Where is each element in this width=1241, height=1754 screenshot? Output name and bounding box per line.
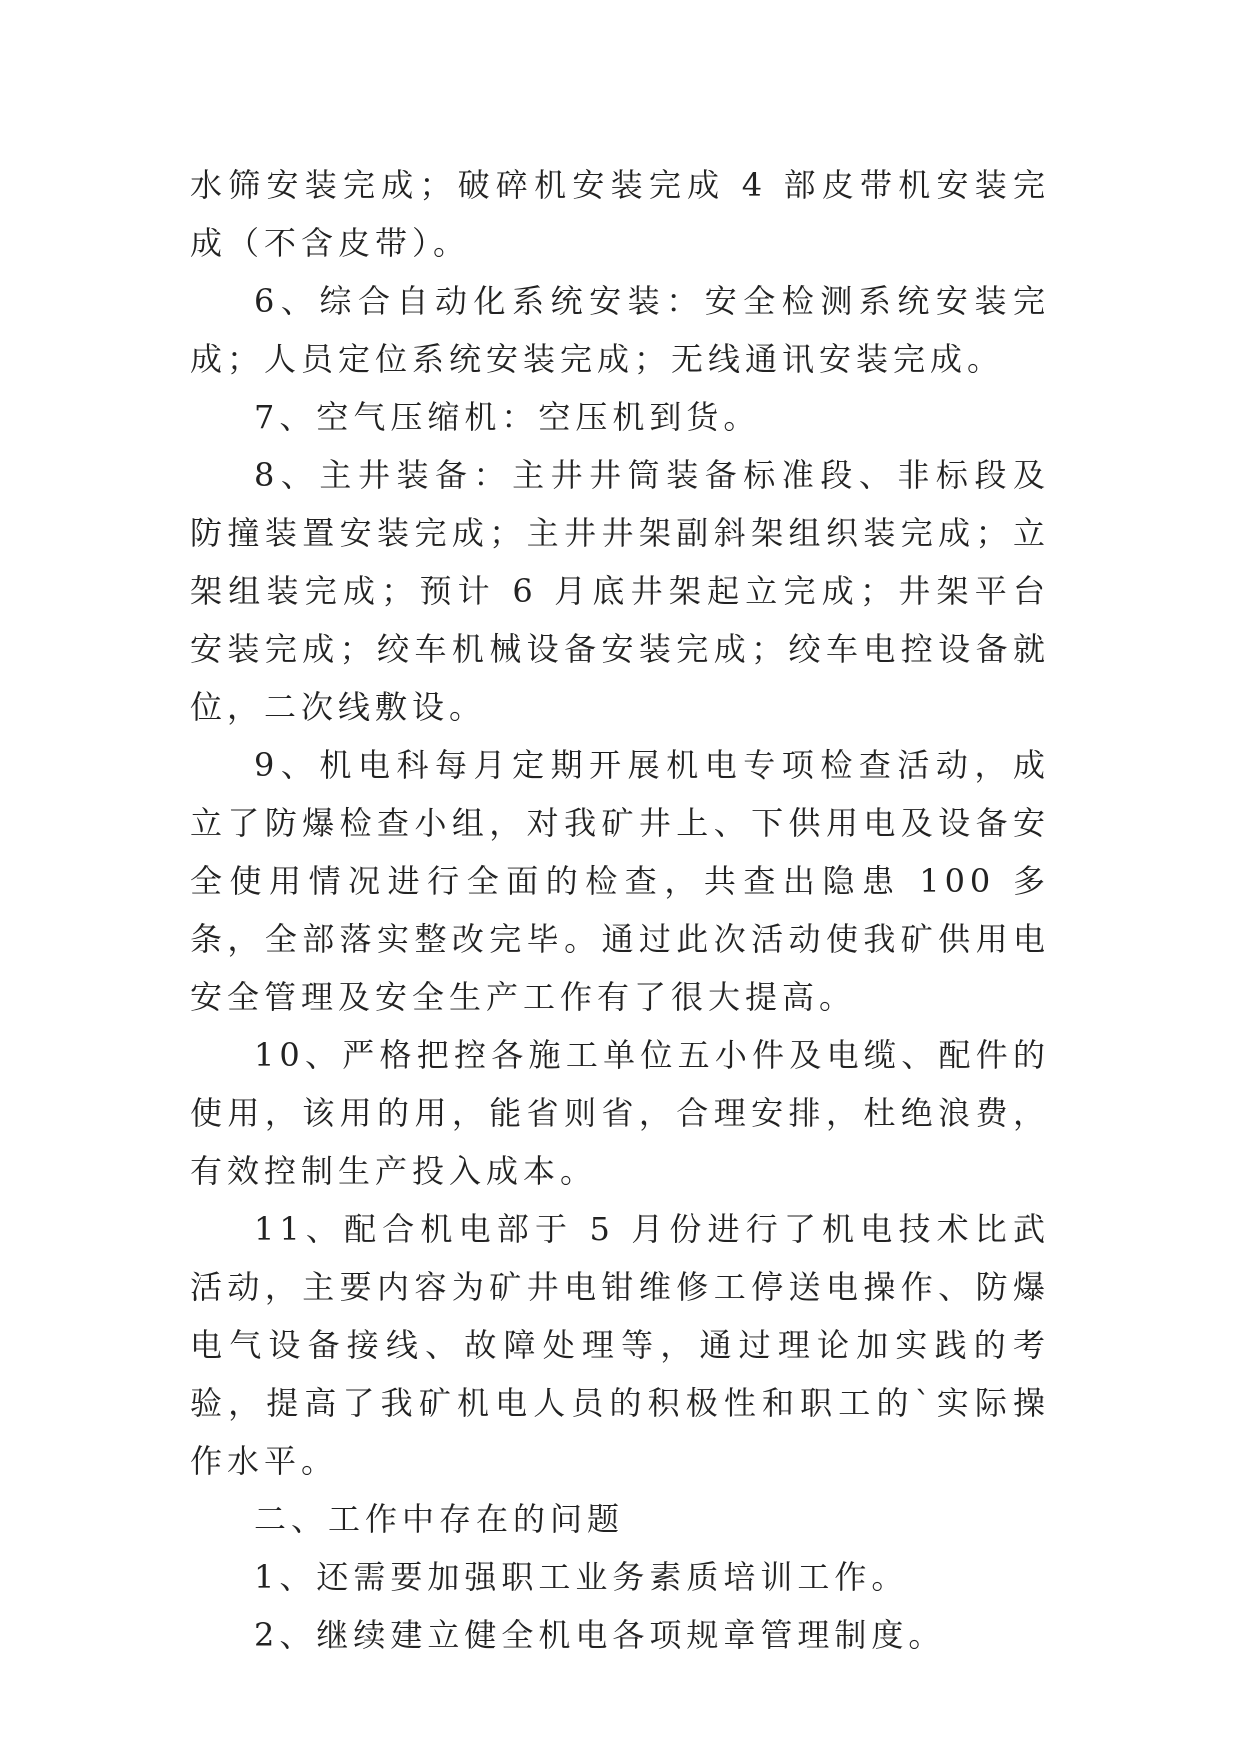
section-heading-problems: 二、工作中存在的问题 <box>254 1500 625 1538</box>
paragraph-item-7: 7、空气压缩机：空压机到货。 <box>254 398 761 436</box>
paragraph-1: 水筛安装完成；破碎机安装完成 4 部皮带机安装完成（不含皮带）。 <box>190 166 1050 262</box>
problem-item-1: 1、还需要加强职工业务素质培训工作。 <box>254 1558 909 1596</box>
paragraph-item-11: 11、配合机电部于 5 月份进行了机电技术比武活动，主要内容为矿井电钳维修工停送电操作、防爆电气设备接线、故障处理等，通过理论加实践的考验，提高了我矿机电人员的积极性和职工的`实际操作水平。 <box>190 1210 1050 1480</box>
paragraph-item-10: 10、严格把控各施工单位五小件及电缆、配件的使用，该用的用，能省则省，合理安排，杜绝浪费，有效控制生产投入成本。 <box>190 1036 1050 1190</box>
paragraph-item-9: 9、机电科每月定期开展机电专项检查活动，成立了防爆检查小组，对我矿井上、下供用电及设备安全使用情况进行全面的检查，共查出隐患 100 多条，全部落实整改完毕。通过此次活动使我矿供用电安全管理及安全生产工作有了很大提高。 <box>190 746 1050 1016</box>
problem-item-2: 2、继续建立健全机电各项规章管理制度。 <box>254 1616 946 1654</box>
document-body <box>190 156 1050 1664</box>
paragraph-item-6: 6、综合自动化系统安装：安全检测系统安装完成；人员定位系统安装完成；无线通讯安装完成。 <box>190 282 1050 378</box>
paragraph-item-8: 8、主井装备：主井井筒装备标准段、非标段及防撞装置安装完成；主井井架副斜架组织装完成；立架组装完成；预计 6 月底井架起立完成；井架平台安装完成；绞车机械设备安装完成；绞车电控设备就位，二次线敷设。 <box>190 456 1050 726</box>
